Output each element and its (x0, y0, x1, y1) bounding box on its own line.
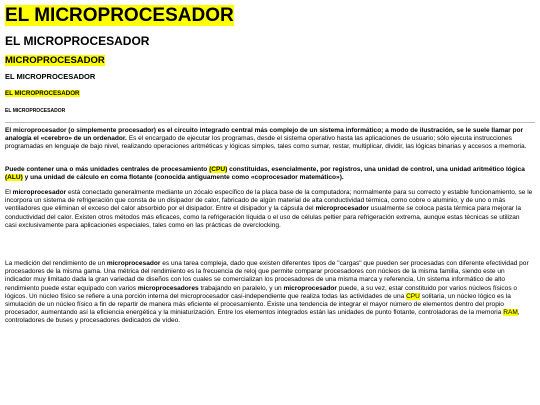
heading-h1-text: EL MICROPROCESADOR (5, 5, 234, 26)
alu-highlight: (ALU) (5, 174, 23, 182)
cooling-bold-1: microprocesador (12, 189, 67, 196)
performance-paragraph (5, 260, 533, 326)
cpu-text-b: constituidas, esencialmente, por registros, una unidad de control, una unidad aritmético lógica (227, 166, 525, 173)
cooling-text-d: usualmente se coloca pasta térmica para mejorar la conductividad del calor. Existen otros métodos más eficaces, como la refrigeración líquida o el uso de células peltier para refrigeración extrema, aunque estas técnicas se utilizan casi exclusivamente para aplicaciones especiales, tales como en las prácticas de overclocking. (5, 205, 522, 229)
heading-h2: EL MICROPROCESADOR (5, 34, 150, 48)
cpu-highlight: (CPU) (209, 166, 228, 173)
heading-h5 (5, 91, 80, 97)
ram-highlight: RAM (503, 309, 518, 317)
cooling-text-c: está conectado generalmente mediante un zócalo específico de la placa base de la computadora; normalmente para su correcto y estable funcionamiento, se le incorpora un sistema de refrigeración que consta de un disipador de calor, fabricado de algún material de alta conductividad térmica, como cobre o aluminio, y de uno o más ventiladores que eliminan el exceso del calor absorbido por el disipador. Entre el disipador y la cápsula del (5, 189, 533, 213)
cooling-paragraph (5, 189, 533, 230)
perf-bold-1: microprocesador (106, 260, 161, 267)
perf-text-f: solitaria, un núcleo lógico es la simulación de un núcleo físico a fin de repartir de manera más eficiente el procesamiento. Existe una tendencia de integrar el mayor número de elementos dentro del propio procesador, aumentando así la eficiencia energética y la miniaturización. Entre los elementos integrados están las unidades de punto flotante, controladoras de la memoria (5, 292, 511, 317)
perf-cpu-highlight: CPU (406, 292, 420, 300)
heading-h6: EL MICROPROCESADOR (5, 108, 66, 114)
perf-bold-2: microprocesadores (137, 284, 199, 292)
cpu-paragraph (5, 166, 533, 182)
intro-paragraph (5, 127, 533, 152)
perf-text-a: La medición del rendimiento de un (5, 260, 107, 267)
heading-h5-text: EL MICROPROCESADOR (5, 90, 80, 97)
perf-text-e: puede, a su vez, estar constituido por varios núcleos físicos o lógicos. Un núcleo físico se refiere a una porción interna del microprocesador casi-independiente que realiza todas las actividades de una (5, 284, 518, 300)
perf-text-d: trabajando en paralelo, y un (198, 284, 284, 292)
cpu-paragraph-bold (5, 166, 525, 181)
horizontal-rule (5, 122, 535, 123)
heading-h3 (5, 56, 105, 66)
heading-h3-text: MICROPROCESADOR (5, 55, 105, 66)
cooling-bold-2: microprocesador (315, 205, 369, 213)
perf-bold-3: microprocesador (283, 284, 337, 292)
cpu-text-c: y una unidad de cálculo en coma flotante (conocida antiguamente como «coprocesador matemático»). (22, 174, 344, 182)
main-heading (5, 6, 234, 25)
perf-text-c: es una tarea compleja, dado que existen diferentes tipos de "cargas" que pueden ser procesadas con diferente efectividad por procesadores de la misma gama. Una métrica del rendimiento es la frecuencia de reloj que permite comparar procesadores con núcleos de la misma familia, siendo este un indicador muy limitado dada la gran variedad de diseños con los cuales se comercializan los procesadores de una misma marca y referencia. Un sistema informático de alto rendimiento puede estar equipado con varios (5, 260, 529, 292)
intro-bold-text: El microprocesador (o simplemente procesador) es el circuito integrado central más complejo de un sistema informático; a modo de ilustración, se le suele llamar por analogía el «cerebro» de un ordenador. (5, 127, 524, 143)
intro-text: Es el encargado de ejecutar los programas, desde el sistema operativo hasta las aplicaciones de usuario; sólo ejecuta instrucciones programadas en lenguaje de bajo nivel, realizando operaciones aritméticas y lógicas simples, tales como sumar, restar, multiplicar, dividir, las lógicas binarias y accesos a memoria. (5, 135, 527, 151)
cpu-text-a: Puede contener una o más unidades centrales de procesamiento (5, 166, 210, 173)
heading-h4: EL MICROPROCESADOR (5, 72, 96, 81)
cooling-text-a: El (5, 189, 13, 196)
perf-text-g: , controladores de buses y procesadores dedicados de vídeo. (5, 309, 520, 325)
